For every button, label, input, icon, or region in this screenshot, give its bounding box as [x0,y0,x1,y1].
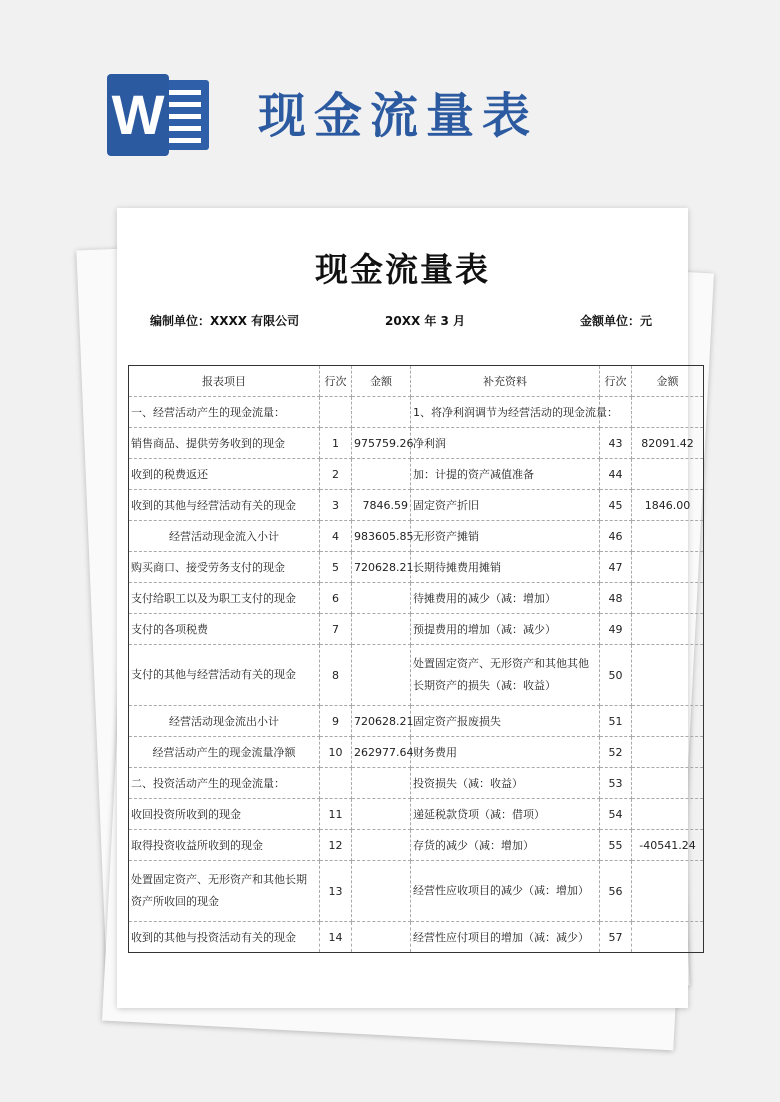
organization-label: 编制单位：XXXX 有限公司 [150,314,300,328]
cell-amount-2: 82091.42 [632,428,704,459]
cell-item: 二、投资活动产生的现金流量： [129,768,320,799]
cell-item: 经营活动产生的现金流量净额 [129,737,320,768]
header-amount: 金额 [352,366,411,397]
cell-line-no [320,397,352,428]
table-row [129,397,704,428]
cell-amount-2 [632,768,704,799]
cell-line-no: 1 [320,428,352,459]
cell-amount-2 [632,552,704,583]
header-item: 报表项目 [129,366,320,397]
period-label: 20XX 年 3 月 [385,314,466,328]
cell-amount [352,583,411,614]
cell-amount-2 [632,397,704,428]
cell-amount: 720628.21 [352,552,411,583]
cell-line-no-2: 50 [600,645,632,706]
cell-amount: 975759.26 [352,428,411,459]
cell-line-no: 7 [320,614,352,645]
cell-supplement: 固定资产折旧 [411,490,600,521]
cell-amount [352,645,411,706]
cell-line-no-2: 44 [600,459,632,490]
cell-line-no-2: 51 [600,706,632,737]
cell-supplement: 1、将净利润调节为经营活动的现金流量： [411,397,600,428]
cell-item: 经营活动现金流入小计 [129,521,320,552]
cell-line-no [320,768,352,799]
cell-line-no: 3 [320,490,352,521]
cell-item: 取得投资收益所收到的现金 [129,830,320,861]
cell-supplement: 预提费用的增加（减：减少） [411,614,600,645]
cell-line-no: 14 [320,922,352,953]
header-line-no-2: 行次 [600,366,632,397]
cell-line-no-2: 54 [600,799,632,830]
table-row [129,552,704,583]
banner-title: 现金流量表 [258,88,539,144]
cell-supplement: 无形资产摊销 [411,521,600,552]
header-line-no: 行次 [320,366,352,397]
table-row [129,737,704,768]
cell-line-no-2: 55 [600,830,632,861]
cell-supplement: 加：计提的资产减值准备 [411,459,600,490]
table-row [129,645,704,706]
cell-amount-2 [632,706,704,737]
cell-supplement: 固定资产报废损失 [411,706,600,737]
cell-line-no-2: 47 [600,552,632,583]
cell-amount [352,799,411,830]
cell-amount [352,459,411,490]
table-row [129,861,704,922]
cell-amount-2 [632,799,704,830]
cell-amount [352,922,411,953]
cell-line-no: 4 [320,521,352,552]
cell-amount-2 [632,583,704,614]
cell-item: 销售商品、提供劳务收到的现金 [129,428,320,459]
cell-line-no: 13 [320,861,352,922]
table-row [129,490,704,521]
cell-line-no-2: 53 [600,768,632,799]
header-amount-2: 金额 [632,366,704,397]
cell-amount [352,397,411,428]
cell-line-no-2: 56 [600,861,632,922]
cell-amount-2 [632,861,704,922]
cell-item: 收回投资所收到的现金 [129,799,320,830]
cell-item: 处置固定资产、无形资产和其他长期资产所收回的现金 [129,861,320,922]
cell-line-no-2: 52 [600,737,632,768]
word-icon-letter: W [107,74,169,156]
cell-amount-2 [632,459,704,490]
table-row [129,614,704,645]
table-row [129,830,704,861]
table-row [129,706,704,737]
cell-line-no: 12 [320,830,352,861]
document-title: 现金流量表 [315,250,490,289]
cell-item: 收到的税费返还 [129,459,320,490]
table-row [129,459,704,490]
cell-amount-2 [632,922,704,953]
cell-amount: 262977.64 [352,737,411,768]
cell-line-no-2: 46 [600,521,632,552]
cell-supplement: 财务费用 [411,737,600,768]
table-row [129,922,704,953]
cell-amount [352,830,411,861]
cell-amount [352,768,411,799]
cell-line-no-2: 57 [600,922,632,953]
table-row [129,583,704,614]
cell-amount-2: 1846.00 [632,490,704,521]
cell-line-no-2: 48 [600,583,632,614]
cell-amount-2 [632,737,704,768]
cell-line-no: 2 [320,459,352,490]
cell-supplement: 处置固定资产、无形资产和其他其他长期资产的损失（减：收益） [411,645,600,706]
cell-supplement: 待摊费用的减少（减：增加） [411,583,600,614]
cash-flow-table [128,365,704,953]
cell-line-no: 10 [320,737,352,768]
currency-unit-label: 金额单位：元 [579,314,652,328]
cell-amount-2 [632,521,704,552]
cell-line-no-2: 49 [600,614,632,645]
word-icon [107,74,209,156]
cell-line-no: 11 [320,799,352,830]
cell-line-no: 5 [320,552,352,583]
cell-amount-2 [632,645,704,706]
cell-amount: 720628.21 [352,706,411,737]
header-supplement: 补充资料 [411,366,600,397]
cell-line-no: 8 [320,645,352,706]
cell-line-no: 9 [320,706,352,737]
table-header-row [129,366,704,397]
cell-item: 一、经营活动产生的现金流量： [129,397,320,428]
cell-line-no-2: 43 [600,428,632,459]
cell-supplement: 递延税款贷项（减：借项） [411,799,600,830]
cell-amount-2 [632,614,704,645]
cell-item: 支付的各项税费 [129,614,320,645]
table-row [129,799,704,830]
cell-amount [352,861,411,922]
cell-supplement: 经营性应收项目的减少（减：增加） [411,861,600,922]
document-page [117,208,696,1008]
cell-supplement: 长期待摊费用摊销 [411,552,600,583]
cell-item: 收到的其他与投资活动有关的现金 [129,922,320,953]
table-row [129,521,704,552]
cell-line-no-2: 45 [600,490,632,521]
cell-amount: 983605.85 [352,521,411,552]
cell-supplement: 存货的减少（减：增加） [411,830,600,861]
cell-item: 经营活动现金流出小计 [129,706,320,737]
table-row [129,428,704,459]
cell-item: 支付给职工以及为职工支付的现金 [129,583,320,614]
cell-line-no: 6 [320,583,352,614]
table-row [129,768,704,799]
cell-item: 支付的其他与经营活动有关的现金 [129,645,320,706]
cell-amount [352,614,411,645]
cell-supplement: 净利润 [411,428,600,459]
cell-amount-2: -40541.24 [632,830,704,861]
cell-item: 收到的其他与经营活动有关的现金 [129,490,320,521]
cell-supplement: 经营性应付项目的增加（减：减少） [411,922,600,953]
cell-amount: 7846.59 [352,490,411,521]
cell-supplement: 投资损失（减：收益） [411,768,600,799]
cell-item: 购买商口、接受劳务支付的现金 [129,552,320,583]
